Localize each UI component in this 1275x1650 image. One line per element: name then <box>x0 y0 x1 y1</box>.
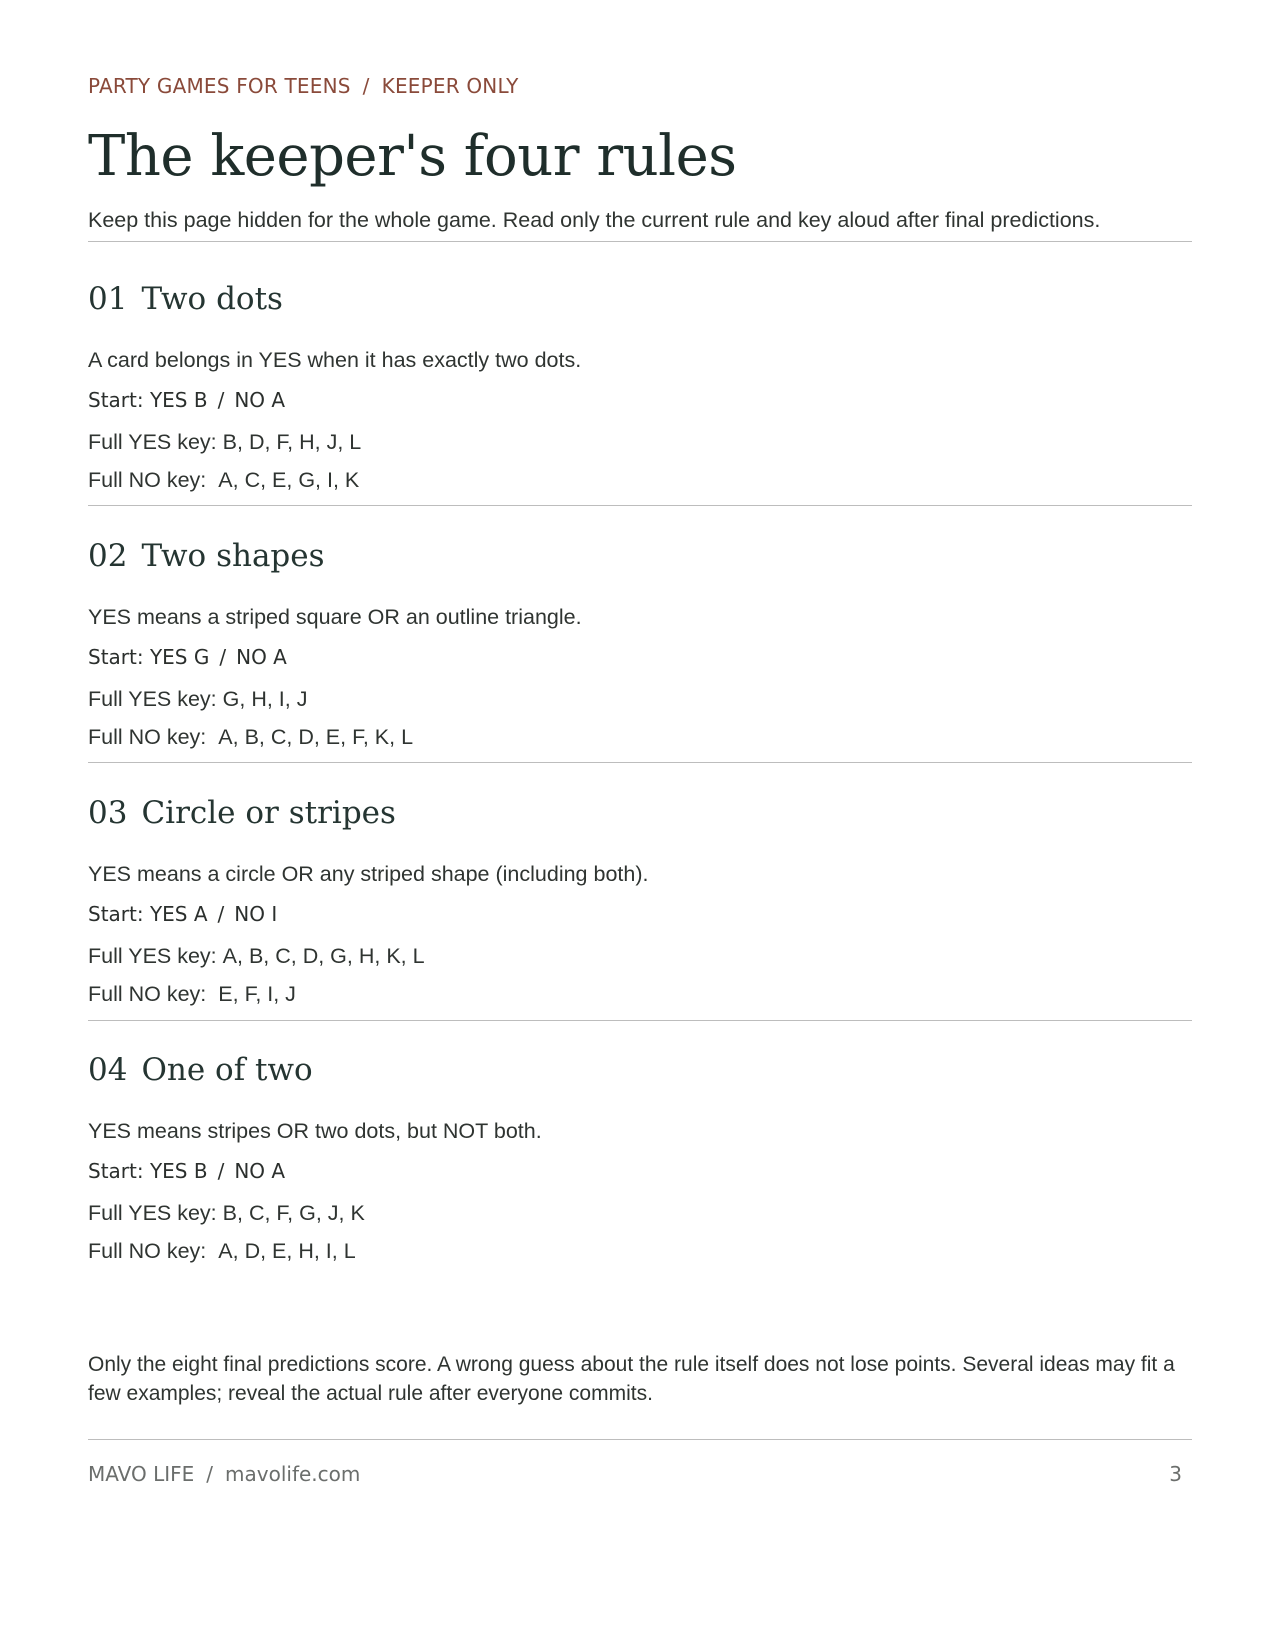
yes-key-values: A, B, C, D, G, H, K, L <box>222 944 425 968</box>
start-yes: Start: YES B <box>88 1159 208 1183</box>
start-separator: / <box>217 388 225 412</box>
rule-name: Two shapes <box>141 538 325 574</box>
start-no: NO A <box>234 1159 286 1183</box>
no-key <box>88 981 1192 1007</box>
start-separator: / <box>217 902 225 926</box>
rule-description: YES means a striped square OR an outline triangle. <box>88 605 582 629</box>
no-key <box>88 467 1192 493</box>
yes-key-values: B, D, F, H, J, L <box>222 430 362 454</box>
rule-start <box>88 1158 1192 1184</box>
start-yes: Start: YES B <box>88 388 208 412</box>
rule-start <box>88 901 1192 927</box>
scoring-note: Only the eight final predictions score. A wrong guess about the rule itself does not lose points. Several ideas may fit a few examples; reveal the actual rule after everyone commits. <box>88 1353 1175 1405</box>
yes-key-label: Full YES key: <box>88 687 217 711</box>
footer-website: mavolife.com <box>225 1462 361 1486</box>
yes-key-label: Full YES key: <box>88 944 217 968</box>
no-key <box>88 724 1192 750</box>
no-key-values: A, C, E, G, I, K <box>218 468 360 492</box>
rule-heading <box>88 538 1192 582</box>
yes-key <box>88 943 1192 969</box>
start-yes: Start: YES A <box>88 902 208 926</box>
start-separator: / <box>217 1159 225 1183</box>
rule-name: Circle or stripes <box>141 795 396 831</box>
rule-heading <box>88 795 1192 839</box>
start-yes: Start: YES G <box>88 645 210 669</box>
rule-heading <box>88 1052 1192 1096</box>
divider <box>88 241 1192 242</box>
page-title: The keeper's four rules <box>88 124 737 189</box>
rule-name: Two dots <box>141 281 283 317</box>
page-number: 3 <box>1169 1462 1182 1486</box>
footer-divider <box>88 1439 1192 1440</box>
rule-section-01 <box>88 281 1192 493</box>
yes-key <box>88 686 1192 712</box>
yes-key-label: Full YES key: <box>88 430 217 454</box>
rule-section-03 <box>88 795 1192 1007</box>
footer-separator: / <box>206 1462 214 1486</box>
divider <box>88 762 1192 763</box>
start-separator: / <box>219 645 227 669</box>
keeper-rules-page <box>88 0 1192 1650</box>
yes-key <box>88 429 1192 455</box>
no-key-values: A, B, C, D, E, F, K, L <box>218 725 414 749</box>
yes-key <box>88 1200 1192 1226</box>
no-key-label: Full NO key: <box>88 468 207 492</box>
no-key-values: A, D, E, H, I, L <box>218 1239 356 1263</box>
rule-description: YES means stripes OR two dots, but NOT both. <box>88 1119 542 1143</box>
footer-brand: MAVO LIFE <box>88 1462 195 1486</box>
yes-key-values: G, H, I, J <box>222 687 308 711</box>
yes-key-values: B, C, F, G, J, K <box>222 1201 365 1225</box>
rule-heading <box>88 281 1192 325</box>
start-no: NO A <box>236 645 287 669</box>
intro-text: Keep this page hidden for the whole game. Read only the current rule and key aloud after final predictions. <box>88 208 1101 232</box>
start-no: NO I <box>234 902 278 926</box>
breadcrumb-current: KEEPER ONLY <box>381 74 519 98</box>
breadcrumb-section: PARTY GAMES FOR TEENS <box>88 74 351 98</box>
rule-name: One of two <box>141 1052 313 1088</box>
rule-description: A card belongs in YES when it has exactly two dots. <box>88 348 582 372</box>
page-footer <box>88 1462 1192 1486</box>
rule-start <box>88 644 1192 670</box>
divider <box>88 1020 1192 1021</box>
divider <box>88 505 1192 506</box>
rule-number: 01 <box>88 281 128 317</box>
rule-start <box>88 387 1192 413</box>
no-key-label: Full NO key: <box>88 1239 207 1263</box>
rule-section-04 <box>88 1052 1192 1264</box>
no-key-label: Full NO key: <box>88 725 207 749</box>
rule-number: 04 <box>88 1052 128 1088</box>
no-key <box>88 1238 1192 1264</box>
rule-number: 03 <box>88 795 128 831</box>
rule-number: 02 <box>88 538 128 574</box>
breadcrumb <box>88 74 519 98</box>
yes-key-label: Full YES key: <box>88 1201 217 1225</box>
rule-description: YES means a circle OR any striped shape (including both). <box>88 862 649 886</box>
no-key-label: Full NO key: <box>88 982 207 1006</box>
no-key-values: E, F, I, J <box>218 982 296 1006</box>
start-no: NO A <box>234 388 286 412</box>
rule-section-02 <box>88 538 1192 750</box>
breadcrumb-separator: / <box>362 74 370 98</box>
